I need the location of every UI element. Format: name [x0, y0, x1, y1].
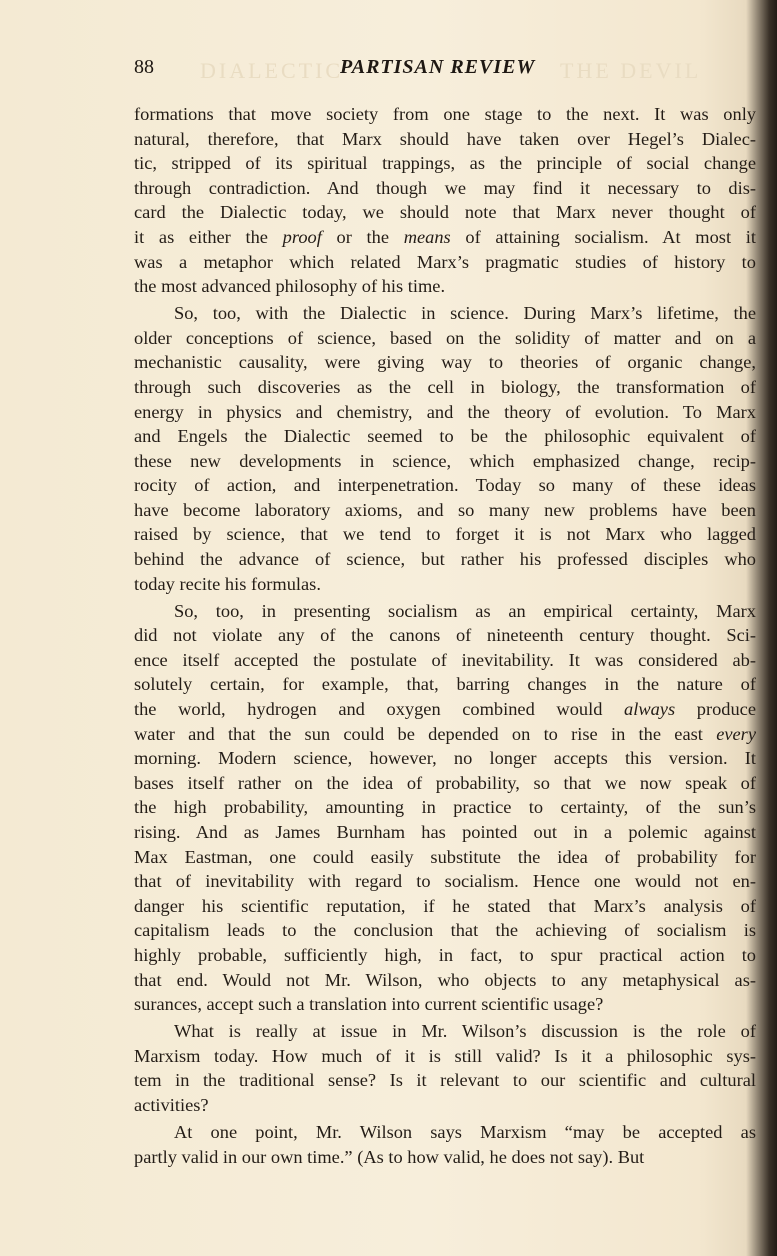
- text-line: raised by science, that we tend to forget it is not Marx who lagged: [134, 524, 756, 545]
- body-text: [134, 102, 756, 1169]
- paragraph: [134, 599, 756, 1017]
- text-line: that end. Would not Mr. Wilson, who objects to any metaphysical as-: [134, 969, 756, 990]
- text-line: today recite his formulas.: [134, 573, 321, 594]
- text-line: So, too, in presenting socialism as an empirical certainty, Marx: [174, 600, 756, 621]
- text-run: the world, hydrogen and oxygen combined would: [134, 699, 625, 720]
- text-line: morning. Modern science, however, no longer accepts this version. It: [134, 748, 756, 769]
- paragraph: [134, 301, 756, 596]
- text-run: it as either the: [134, 226, 283, 247]
- text-line: the high probability, amounting in practice to certainty, of the sun’s: [134, 797, 756, 818]
- text-line: behind the advance of science, but rather his professed disciples who: [134, 549, 756, 570]
- text-line: highly probable, sufficiently high, in fact, to spur practical action to: [134, 944, 756, 965]
- italic-text: always: [624, 699, 676, 720]
- text-line: danger his scientific reputation, if he stated that Marx’s analysis of: [134, 895, 756, 916]
- text-line: that of inevitability with regard to socialism. Hence one would not en-: [134, 871, 756, 892]
- text-line: [134, 697, 756, 722]
- text-line: At one point, Mr. Wilson says Marxism “may be accepted as: [174, 1121, 756, 1142]
- text-run: water and that the sun could be depended on to rise in the east: [134, 723, 717, 744]
- paragraph: [134, 1120, 756, 1169]
- text-line: tic, stripped of its spiritual trappings, as the principle of social change: [134, 153, 756, 174]
- italic-text: every: [716, 723, 756, 744]
- text-line: was a metaphor which related Marx’s pragmatic studies of history to: [134, 251, 756, 272]
- page-number: 88: [134, 56, 154, 78]
- text-run: produce: [675, 699, 756, 720]
- text-line: these new developments in science, which emphasized change, recip-: [134, 450, 756, 471]
- text-line: older conceptions of science, based on the solidity of matter and on a: [134, 327, 756, 348]
- text-line: Marxism today. How much of it is still valid? Is it a philosophic sys-: [134, 1045, 756, 1066]
- text-line: tem in the traditional sense? Is it relevant to our scientific and cultural: [134, 1070, 756, 1091]
- page-header: [134, 56, 754, 82]
- paragraph: [134, 102, 756, 299]
- text-line: rising. And as James Burnham has pointed out in a polemic against: [134, 822, 756, 842]
- text-line: natural, therefore, that Marx should have taken over Hegel’s Dialec-: [134, 128, 756, 149]
- show-through-text: DIALECTIC: [200, 58, 344, 83]
- text-line: have become laboratory axioms, and so many new problems have been: [134, 499, 756, 520]
- text-line: surances, accept such a translation into current scientific usage?: [134, 994, 604, 1015]
- show-through-text: THE DEVIL: [560, 58, 702, 83]
- text-line: [134, 722, 756, 747]
- text-line: energy in physics and chemistry, and the theory of evolution. To Marx: [134, 401, 756, 422]
- text-line: ence itself accepted the postulate of inevitability. It was considered ab-: [134, 649, 756, 670]
- text-line: did not violate any of the canons of nineteenth century thought. Sci-: [134, 625, 756, 646]
- text-line: capitalism leads to the conclusion that the achieving of socialism is: [134, 920, 756, 941]
- text-line: mechanistic causality, were giving way to theories of organic change,: [134, 352, 756, 373]
- text-line: formations that move society from one stage to the next. It was only: [134, 104, 756, 124]
- text-line: partly valid in our own time.” (As to how valid, he does not say). But: [134, 1146, 645, 1167]
- paragraph: [134, 1019, 756, 1117]
- text-line: So, too, with the Dialectic in science. During Marx’s lifetime, the: [174, 303, 756, 324]
- text-line: bases itself rather on the idea of probability, so that we now speak of: [134, 772, 756, 793]
- text-line: rocity of action, and interpenetration. Today so many of these ideas: [134, 475, 756, 496]
- text-line: [134, 225, 756, 250]
- text-line: activities?: [134, 1094, 209, 1115]
- running-head: PARTISAN REVIEW: [340, 56, 536, 78]
- text-line: card the Dialectic today, we should note that Marx never thought of: [134, 202, 756, 223]
- text-line: solutely certain, for example, that, barring changes in the nature of: [134, 674, 756, 695]
- text-line: and Engels the Dialectic seemed to be the philosophic equivalent of: [134, 426, 756, 447]
- italic-text: means: [403, 226, 451, 247]
- text-line: Max Eastman, one could easily substitute the idea of probability for: [134, 846, 756, 867]
- text-line: the most advanced philosophy of his time.: [134, 276, 446, 297]
- text-line: through such discoveries as the cell in biology, the transformation of: [134, 376, 756, 397]
- text-line: What is really at issue in Mr. Wilson’s discussion is the role of: [174, 1021, 756, 1042]
- italic-text: proof: [282, 226, 322, 247]
- text-run: or the: [321, 226, 404, 247]
- text-line: through contradiction. And though we may find it necessary to dis-: [134, 177, 756, 198]
- text-run: of attaining socialism. At most it: [450, 226, 756, 247]
